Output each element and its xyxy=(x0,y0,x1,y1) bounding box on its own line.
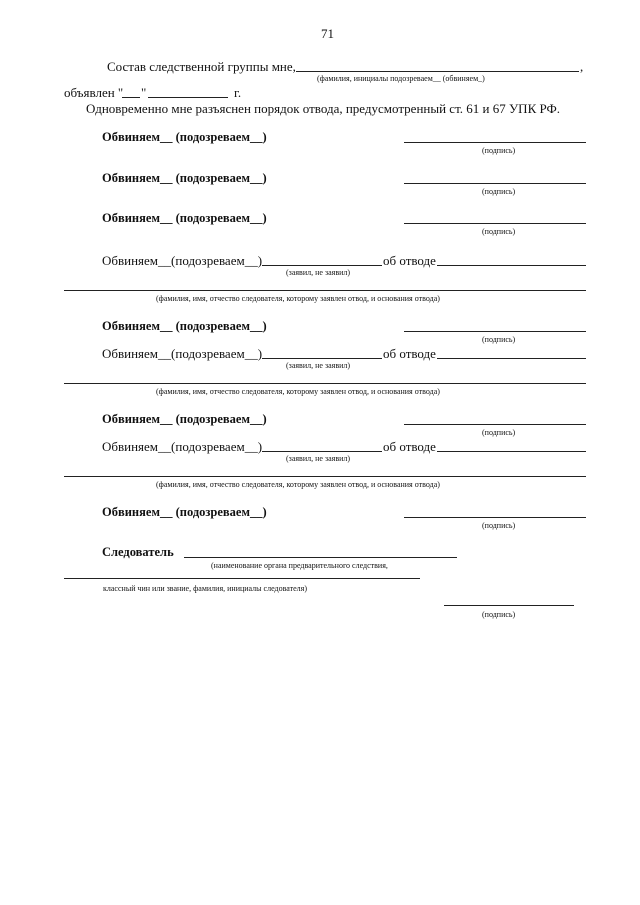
fill-line-declared xyxy=(262,265,382,266)
signature-caption: (подпись) xyxy=(482,187,516,196)
accused-label: Обвиняем__ (подозреваем__) xyxy=(102,211,267,225)
rank-caption: классный чин или звание, фамилия, инициалы следователя) xyxy=(103,584,307,593)
intro-caption: (фамилия, инициалы подозреваем__ (обвиняем_) xyxy=(317,74,485,83)
declared-caption: (заявил, не заявил) xyxy=(286,454,351,463)
fill-line-investigator xyxy=(64,290,586,291)
fill-line-investigator xyxy=(64,383,586,384)
accused-otvod-label: Обвиняем__(подозреваем__) xyxy=(102,439,263,454)
signature-caption: (подпись) xyxy=(482,521,516,530)
signature-caption: (подпись) xyxy=(482,227,516,236)
declared-caption: (заявил, не заявил) xyxy=(286,268,351,277)
intro-line-2-suffix: г. xyxy=(234,85,242,100)
declared-caption: (заявил, не заявил) xyxy=(286,361,351,370)
fill-line-otvod xyxy=(437,265,586,266)
intro-comma: , xyxy=(580,59,584,74)
accused-label: Обвиняем__ (подозреваем__) xyxy=(102,171,267,185)
signature-line xyxy=(404,424,586,425)
fill-line-otvod xyxy=(437,451,586,452)
investigator-caption: (фамилия, имя, отчество следователя, которому заявлен отвод, и основания отвода) xyxy=(156,294,440,303)
fill-line-otvod xyxy=(437,358,586,359)
otvod-label: об отводе xyxy=(383,253,436,268)
accused-label: Обвиняем__ (подозреваем__) xyxy=(102,505,267,519)
accused-label: Обвиняем__ (подозреваем__) xyxy=(102,319,267,333)
otvod-label: об отводе xyxy=(383,439,436,454)
fill-line-month xyxy=(148,97,228,98)
signature-line xyxy=(404,517,586,518)
accused-label: Обвиняем__ (подозреваем__) xyxy=(102,130,267,144)
signature-caption: (подпись) xyxy=(482,146,516,155)
signature-line xyxy=(404,331,586,332)
intro-line-3: Одновременно мне разъяснен порядок отвода, предусмотренный ст. 61 и 67 УПК РФ. xyxy=(86,101,561,116)
signature-caption-investigator: (подпись) xyxy=(482,610,516,619)
signature-line xyxy=(404,183,586,184)
fill-line-organ xyxy=(184,557,457,558)
intro-line-2-mid: " xyxy=(141,85,147,100)
accused-otvod-label: Обвиняем__(подозреваем__) xyxy=(102,346,263,361)
page-number: 71 xyxy=(321,26,334,41)
fill-line-group-members xyxy=(296,71,579,72)
signature-caption: (подпись) xyxy=(482,335,516,344)
fill-line-declared xyxy=(262,358,382,359)
fill-line-investigator xyxy=(64,476,586,477)
accused-label: Обвиняем__ (подозреваем__) xyxy=(102,412,267,426)
accused-otvod-label: Обвиняем__(подозреваем__) xyxy=(102,253,263,268)
signature-line xyxy=(404,142,586,143)
signature-line-investigator xyxy=(444,605,574,606)
signature-caption: (подпись) xyxy=(482,428,516,437)
signature-line xyxy=(404,223,586,224)
fill-line-declared xyxy=(262,451,382,452)
investigator-caption: (фамилия, имя, отчество следователя, которому заявлен отвод, и основания отвода) xyxy=(156,480,440,489)
investigator-label: Следователь xyxy=(102,545,174,559)
organ-caption: (наименование органа предварительного следствия, xyxy=(211,561,388,570)
investigator-caption: (фамилия, имя, отчество следователя, которому заявлен отвод, и основания отвода) xyxy=(156,387,440,396)
otvod-label: об отводе xyxy=(383,346,436,361)
intro-line-2-prefix: объявлен " xyxy=(64,85,124,100)
fill-line-rank xyxy=(64,578,420,579)
fill-line-day xyxy=(122,97,140,98)
intro-line-1: Состав следственной группы мне, xyxy=(107,59,296,74)
